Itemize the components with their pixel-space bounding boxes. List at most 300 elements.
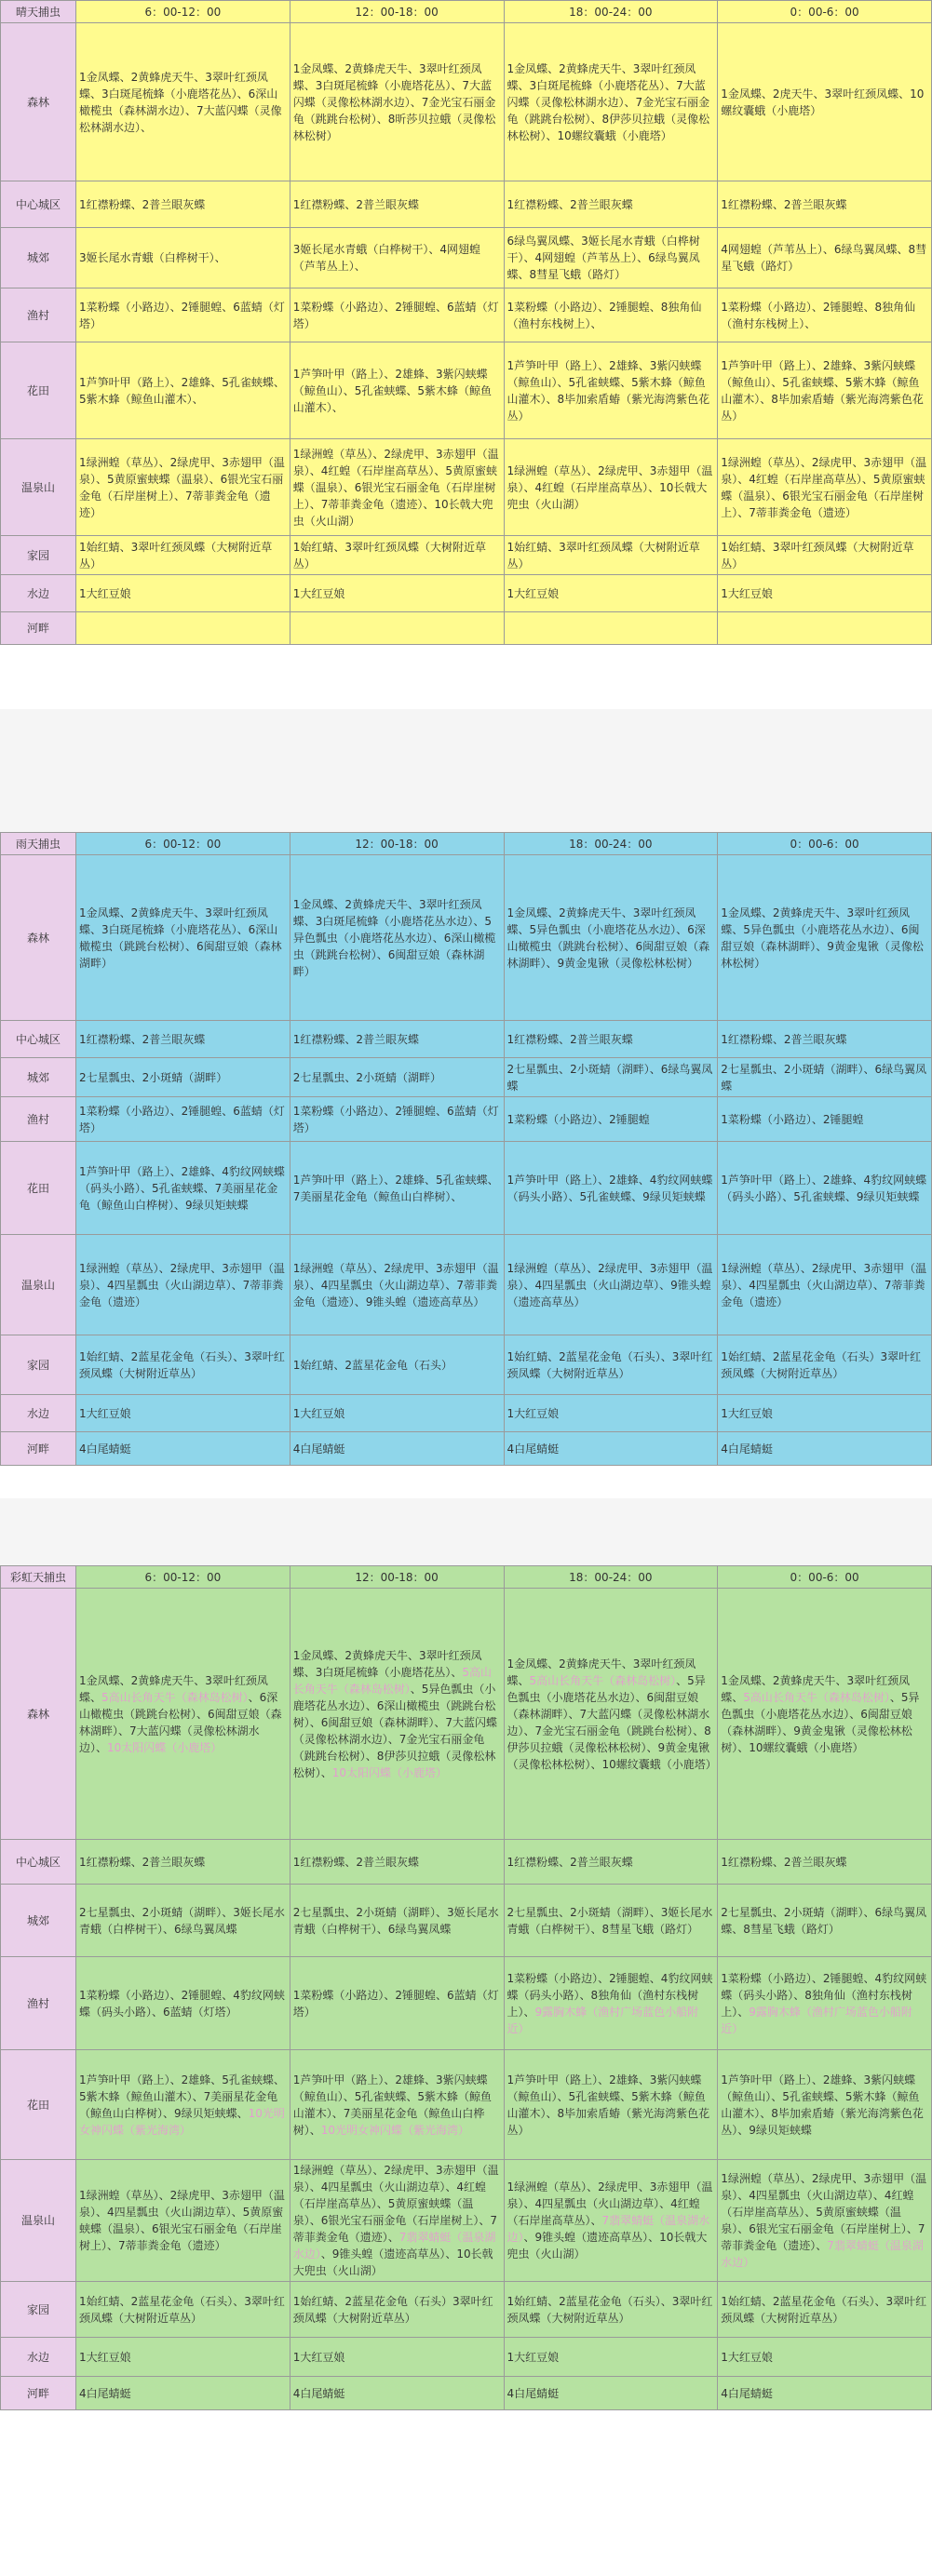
table-row xyxy=(1,288,932,342)
insect-cell xyxy=(504,181,718,228)
time-header: 0：00-6：00 xyxy=(718,833,932,855)
insect-text: 1绿洲蝗（草丛）、2绿虎甲、3赤翅甲（温泉）、4四星瓢虫（火山湖边草）、4红蝗（石岸崖高草丛）、5黄原蜜蛱蝶（温泉）、6银光宝石丽金龟（石岸崖树上）、7蒂菲粪金龟（遗迹）、 xyxy=(292,2164,499,2244)
insect-text: 1始红蜻、2蓝星花金龟（石头） xyxy=(292,1358,453,1372)
insect-text: 4白尾蜻蜓 xyxy=(721,2386,773,2400)
rainbow-only-insect: 5高山长角天牛（森林岛松树） xyxy=(101,1690,249,1704)
insect-text: 1芦笋叶甲（路上）、2雄蜂、5孔雀蛱蝶、5紫木蜂（鲸鱼山灌木）、7美丽星花金龟（鲸鱼山白桦树）、9绿贝矩蛱蝶、 xyxy=(79,2073,285,2120)
rainbow-only-insect: 5高山长角天牛（森林岛松树） xyxy=(529,1673,677,1687)
table-row xyxy=(1,1097,932,1142)
insect-text: 1绿洲蝗（草丛）、2绿虎甲、3赤翅甲（温泉）、4四星瓢虫（火山湖边草）、5黄原蜜蛱蝶（温泉）、6银光宝石丽金龟（石岸崖树上）、7蒂菲粪金龟（遗迹） xyxy=(79,2189,285,2252)
area-label: 水边 xyxy=(1,2338,76,2377)
area-label: 渔村 xyxy=(1,288,76,342)
table-row xyxy=(1,1395,932,1432)
insect-text: 1大红豆娘 xyxy=(292,1406,345,1420)
insect-cell xyxy=(76,536,290,575)
insect-text: 1始红蜻、2蓝星花金龟（石头）、3翠叶红颈凤蝶（大树附近草丛） xyxy=(79,1349,285,1380)
time-header: 0：00-6：00 xyxy=(718,1566,932,1589)
insect-cell xyxy=(504,228,718,288)
area-label: 城郊 xyxy=(1,228,76,288)
insect-text: 1芦笋叶甲（路上）、2雄蜂、3紫闪蛱蝶（鲸鱼山）、5孔雀蛱蝶、5紫木蜂（鲸鱼山灌木）、8毕加索盾蝽（紫光海湾紫色花丛）、9绿贝矩蛱蝶 xyxy=(721,2073,924,2137)
insect-cell xyxy=(290,612,504,645)
insect-cell xyxy=(290,2282,504,2338)
insect-text: 2七星瓢虫、2小斑蜻（湖畔）、3姬长尾水青蛾（白桦树干）、6绿鸟翼凤蝶 xyxy=(79,1905,285,1936)
rainbow-only-insect: 7翡翠蜻蜓（温泉湖水边） xyxy=(507,2214,710,2244)
insect-text: 1芦笋叶甲（路上）、2雄蜂、3紫闪蛱蝶（鲸鱼山）、5孔雀蛱蝶、5紫木蜂（鲸鱼山灌木）、8毕加索盾蝽（紫光海湾紫色花丛） xyxy=(721,358,924,423)
insect-text: 2七星瓢虫、2小斑蜻（湖畔） xyxy=(292,1070,442,1084)
area-label: 温泉山 xyxy=(1,1235,76,1335)
insect-cell xyxy=(718,2050,932,2160)
table-row xyxy=(1,1335,932,1395)
insect-text: 1芦笋叶甲（路上）、2雄蜂、4豹纹网蛱蝶（码头小路）、5孔雀蛱蝶、9绿贝矩蛱蝶 xyxy=(507,1173,713,1203)
insect-text: 1金凤蝶、2黄蜂虎天牛、3翠叶红颈凤蝶、3白斑尾梳蜂（小鹿塔花丛）、 xyxy=(292,1648,482,1679)
insect-text: 1金凤蝶、2黄蜂虎天牛、3翠叶红颈凤蝶、 xyxy=(79,1673,268,1704)
insect-cell xyxy=(718,1142,932,1235)
insect-cell xyxy=(718,228,932,288)
insect-text: 1绿洲蝗（草丛）、2绿虎甲、3赤翅甲（温泉）、4红蝗（石岸崖高草丛）、5黄原蜜蛱蝶（温泉）、6银光宝石丽金龟（石岸崖树上）、7蒂菲粪金龟（遗迹）、10长戟大兜虫（火山湖） xyxy=(292,447,499,528)
insect-cell xyxy=(504,575,718,612)
insect-cell xyxy=(504,855,718,1021)
rainbow-only-insect: 5高山长角天牛（森林岛松树） xyxy=(292,1665,493,1696)
insect-text: 1始红蜻、2蓝星花金龟（石头）、3翠叶红颈凤蝶（大树附近草丛） xyxy=(79,2294,285,2325)
insect-text: 1绿洲蝗（草丛）、2绿虎甲、3赤翅甲（温泉）、4四星瓢虫（火山湖边草）、4红蝗（石岸崖高草丛）、 xyxy=(507,2180,713,2227)
insect-cell xyxy=(504,2050,718,2160)
rainbow-only-insect: 10光明女神闪蝶（紫光海湾） xyxy=(320,2123,470,2137)
insect-cell xyxy=(290,1395,504,1432)
area-label: 河畔 xyxy=(1,2377,76,2410)
insect-text: 1菜粉蝶（小路边）、2锤腿蝗 xyxy=(721,1112,864,1126)
insect-cell xyxy=(76,1235,290,1335)
insect-cell xyxy=(76,2282,290,2338)
insect-text: 1始红蜻、2蓝星花金龟（石头）3翠叶红颈凤蝶（大树附近草丛） xyxy=(292,2294,493,2325)
area-label: 花田 xyxy=(1,342,76,439)
insect-text: 、9锥头蝗（遗迹高草丛）、10长戟大兜虫（火山湖） xyxy=(292,2247,493,2277)
insect-cell xyxy=(76,2338,290,2377)
table-row xyxy=(1,1957,932,2050)
area-label: 水边 xyxy=(1,1395,76,1432)
insect-cell xyxy=(290,1097,504,1142)
insect-text: 1大红豆娘 xyxy=(721,586,773,600)
area-label: 花田 xyxy=(1,2050,76,2160)
insect-cell xyxy=(290,1142,504,1235)
rainbow-only-insect: 10光明女神闪蝶（紫光海湾） xyxy=(79,2106,285,2137)
insect-text: 4白尾蜻蜓 xyxy=(79,2386,131,2400)
insect-text: 1菜粉蝶（小路边）、2锤腿蝗、6蓝蜻（灯塔） xyxy=(292,1104,499,1134)
insect-cell xyxy=(76,575,290,612)
insect-text: 、9锥头蝗（遗迹高草丛）、10长戟大兜虫（火山湖） xyxy=(507,2231,708,2261)
insect-text: 1金凤蝶、2虎天牛、3翠叶红颈凤蝶、10螺纹囊蛾（小鹿塔） xyxy=(721,87,925,117)
table-row xyxy=(1,575,932,612)
insect-text: 1菜粉蝶（小路边）、2锤腿蝗、4豹纹网蛱蝶（码头小路）、8独角仙（渔村东栈树上）、 xyxy=(721,1971,927,2019)
insect-text: 1芦笋叶甲（路上）、2雄蜂、3紫闪蛱蝶（鲸鱼山）、5孔雀蛱蝶、5紫木蜂（鲸鱼山灌木）、8毕加索盾蝽（紫光海湾紫色花丛） xyxy=(507,358,710,423)
table-row xyxy=(1,2160,932,2282)
insect-text: 1始红蜻、3翠叶红颈凤蝶（大树附近草丛） xyxy=(507,540,700,570)
rainbow-only-insect: 5高山长角天牛（森林岛松树） xyxy=(743,1690,890,1704)
insect-cell xyxy=(504,1097,718,1142)
insect-text: 1始红蜻、2蓝星花金龟（石头）、3翠叶红颈凤蝶（大树附近草丛） xyxy=(721,2294,927,2325)
insect-cell xyxy=(76,439,290,536)
insect-cell xyxy=(718,1589,932,1840)
insect-text: 1大红豆娘 xyxy=(292,586,345,600)
area-label: 家园 xyxy=(1,2282,76,2338)
rainy-table xyxy=(0,832,932,1466)
insect-text: 1菜粉蝶（小路边）、2锤腿蝗、6蓝蜻（灯塔） xyxy=(79,300,285,330)
insect-text: 1红襟粉蝶、2普兰眼灰蝶 xyxy=(507,1855,633,1869)
table-title: 晴天捕虫 xyxy=(1,1,76,23)
area-label: 森林 xyxy=(1,23,76,181)
insect-text: 1大红豆娘 xyxy=(507,2350,560,2364)
insect-cell xyxy=(718,2282,932,2338)
insect-cell xyxy=(718,1885,932,1957)
insect-cell xyxy=(290,1840,504,1885)
table-row xyxy=(1,1058,932,1097)
insect-cell xyxy=(504,1335,718,1395)
insect-text: 4白尾蜻蜓 xyxy=(79,1442,131,1456)
insect-text: 1菜粉蝶（小路边）、2锤腿蝗、6蓝蜻（灯塔） xyxy=(292,300,499,330)
insect-cell xyxy=(290,1957,504,2050)
insect-cell xyxy=(76,2377,290,2410)
insect-cell xyxy=(76,2050,290,2160)
insect-cell xyxy=(76,23,290,181)
insect-text: 1菜粉蝶（小路边）、2锤腿蝗 xyxy=(507,1112,650,1126)
area-label: 温泉山 xyxy=(1,2160,76,2282)
insect-text: 2七星瓢虫、2小斑蜻（湖畔） xyxy=(79,1070,228,1084)
insect-cell xyxy=(76,855,290,1021)
insect-cell xyxy=(76,1840,290,1885)
insect-text: 1金凤蝶、2黄蜂虎天牛、3翠叶红颈凤蝶、5异色瓢虫（小鹿塔花丛水边）、6闽甜豆娘（森林湖畔）、9黄金鬼锹（灵像松林松树） xyxy=(721,906,924,970)
insect-text: 2七星瓢虫、2小斑蜻（湖畔）、6绿鸟翼凤蝶 xyxy=(721,1062,927,1093)
insect-cell xyxy=(290,2050,504,2160)
insect-cell xyxy=(718,612,932,645)
insect-cell xyxy=(290,342,504,439)
insect-text: 1芦笋叶甲（路上）、2雄蜂、3紫闪蛱蝶（鲸鱼山）、5孔雀蛱蝶、5紫木蜂（鲸鱼山灌木）、 xyxy=(292,367,493,414)
insect-text: 1大红豆娘 xyxy=(79,2350,131,2364)
insect-cell xyxy=(718,1840,932,1885)
insect-cell xyxy=(290,536,504,575)
table-row xyxy=(1,228,932,288)
insect-text: 、5异色瓢虫（小鹿塔花丛水边）、6闽甜豆娘（森林湖畔）、7大蓝闪蝶（灵像松林湖水边）、7金光宝石丽金龟（跳跳台松树）、8伊莎贝拉蛾（灵像松林松树）、9黄金鬼锹（灵像松林松树）、10螺纹囊蛾（小鹿塔） xyxy=(507,1673,717,1771)
insect-text: 1红襟粉蝶、2普兰眼灰蝶 xyxy=(507,197,633,211)
insect-text: 4白尾蜻蜓 xyxy=(721,1442,773,1456)
insect-text: 1金凤蝶、2黄蜂虎天牛、3翠叶红颈凤蝶、3白斑尾梳蜂（小鹿塔花丛水边）、5异色瓢虫（小鹿塔花丛水边）、6深山橄榄虫（跳跳台松树）、6闽甜豆娘（森林湖畔） xyxy=(292,897,496,978)
insect-cell xyxy=(76,1335,290,1395)
insect-cell xyxy=(718,288,932,342)
area-label: 森林 xyxy=(1,1589,76,1840)
insect-cell xyxy=(504,1589,718,1840)
table-row xyxy=(1,1432,932,1466)
insect-text: 1芦笋叶甲（路上）、2雄蜂、3紫闪蛱蝶（鲸鱼山）、5孔雀蛱蝶、5紫木蜂（鲸鱼山灌木）、8毕加索盾蝽（紫光海湾紫色花丛） xyxy=(507,2073,710,2137)
insect-cell xyxy=(290,23,504,181)
insect-cell xyxy=(718,2160,932,2282)
insect-text: 1金凤蝶、2黄蜂虎天牛、3翠叶红颈凤蝶、3白斑尾梳蜂（小鹿塔花丛）、6深山橄榄虫（跳跳台松树）、6闽甜豆娘（森林湖畔） xyxy=(79,906,282,970)
insect-text: 3姬长尾水青蛾（白桦树干）、4网翅蝗（芦苇丛上）、 xyxy=(292,243,481,273)
insect-text: 1菜粉蝶（小路边）、2锤腿蝗、6蓝蜻（灯塔） xyxy=(292,1988,499,2019)
insect-cell xyxy=(290,1432,504,1466)
insect-text: 1红襟粉蝶、2普兰眼灰蝶 xyxy=(292,1032,420,1046)
insect-text: 1大红豆娘 xyxy=(721,1406,773,1420)
insect-cell xyxy=(718,1395,932,1432)
table-row xyxy=(1,181,932,228)
insect-cell xyxy=(504,2377,718,2410)
area-label: 温泉山 xyxy=(1,439,76,536)
insect-cell xyxy=(504,2338,718,2377)
rainbow-only-insect: 7翡翠蜻蜓（温泉湖水边） xyxy=(721,2239,924,2269)
insect-text: 1菜粉蝶（小路边）、2锤腿蝗、6蓝蜻（灯塔） xyxy=(79,1104,285,1134)
insect-text: 1金凤蝶、2黄蜂虎天牛、3翠叶红颈凤蝶、3白斑尾梳蜂（小鹿塔花丛）、7大蓝闪蝶（灵像松林湖水边）、7金光宝石丽金龟（跳跳台松树）、8伊莎贝拉蛾（灵像松林松树）、10螺纹囊蛾（小鹿塔） xyxy=(507,61,710,142)
insect-text: 4白尾蜻蜓 xyxy=(292,2386,345,2400)
insect-cell xyxy=(718,23,932,181)
insect-text: 1大红豆娘 xyxy=(507,586,560,600)
insect-cell xyxy=(290,439,504,536)
insect-cell xyxy=(504,439,718,536)
insect-cell xyxy=(76,342,290,439)
area-label: 森林 xyxy=(1,855,76,1021)
insect-cell xyxy=(718,342,932,439)
insect-cell xyxy=(290,2160,504,2282)
insect-cell xyxy=(504,1021,718,1058)
insect-cell xyxy=(718,2338,932,2377)
insect-text: 1绿洲蝗（草丛）、2绿虎甲、3赤翅甲（温泉）、5黄原蜜蛱蝶（温泉）、6银光宝石丽金龟（石岸崖树上）、7蒂菲粪金龟（遗迹） xyxy=(79,455,285,519)
insect-cell xyxy=(76,1058,290,1097)
insect-text: 1菜粉蝶（小路边）、2锤腿蝗、8独角仙（渔村东栈树上）、 xyxy=(721,300,916,330)
area-label: 中心城区 xyxy=(1,1840,76,1885)
insect-cell xyxy=(76,2160,290,2282)
area-label: 水边 xyxy=(1,575,76,612)
insect-text: 2七星瓢虫、2小斑蜻（湖畔）、3姬长尾水青蛾（白桦树干）、8彗星飞蛾（路灯） xyxy=(507,1905,713,1936)
insect-cell xyxy=(718,855,932,1021)
time-header: 12：00-18：00 xyxy=(290,1566,504,1589)
area-label: 家园 xyxy=(1,536,76,575)
insect-cell xyxy=(504,612,718,645)
insect-text: 1红襟粉蝶、2普兰眼灰蝶 xyxy=(721,1032,847,1046)
insect-text: 1红襟粉蝶、2普兰眼灰蝶 xyxy=(292,197,420,211)
insect-cell xyxy=(76,288,290,342)
insect-text: 、5异色瓢虫（小鹿塔花丛水边）、6闽甜豆娘（森林湖畔）、9黄金鬼锹（灵像松林松树）、10螺纹囊蛾（小鹿塔） xyxy=(721,1690,920,1754)
table-row xyxy=(1,2282,932,2338)
insect-cell xyxy=(504,342,718,439)
insect-cell xyxy=(76,1097,290,1142)
insect-text: 1红襟粉蝶、2普兰眼灰蝶 xyxy=(292,1855,420,1869)
time-header: 18：00-24：00 xyxy=(504,1,718,23)
table-row xyxy=(1,1142,932,1235)
table-row xyxy=(1,1589,932,1840)
insect-cell xyxy=(504,1142,718,1235)
insect-text: 1始红蜻、2蓝星花金龟（石头）、3翠叶红颈凤蝶（大树附近草丛） xyxy=(507,1349,713,1380)
time-header: 6：00-12：00 xyxy=(76,1566,290,1589)
rainbow-only-insect: 10太阳闪蝶（小鹿塔） xyxy=(107,1740,223,1754)
rainbow-table xyxy=(0,1565,932,2410)
insect-cell xyxy=(290,1885,504,1957)
insect-text: 1始红蜻、3翠叶红颈凤蝶（大树附近草丛） xyxy=(292,540,487,570)
area-label: 渔村 xyxy=(1,1957,76,2050)
insect-cell xyxy=(718,1097,932,1142)
insect-cell xyxy=(290,855,504,1021)
insect-cell xyxy=(290,1589,504,1840)
insect-text: 1金凤蝶、2黄蜂虎天牛、3翠叶红颈凤蝶、3白斑尾梳蜂（小鹿塔花丛）、7大蓝闪蝶（灵像松林湖水边）、7金光宝石丽金龟（跳跳台松树）、8昕莎贝拉蛾（灵像松林松树） xyxy=(292,61,496,142)
time-header: 18：00-24：00 xyxy=(504,1566,718,1589)
area-label: 城郊 xyxy=(1,1885,76,1957)
insect-text: 1大红豆娘 xyxy=(79,586,131,600)
rainbow-only-insect: 7翡翠蜻蜓（温泉湖水边） xyxy=(292,2231,496,2261)
insect-cell xyxy=(718,439,932,536)
insect-cell xyxy=(718,1335,932,1395)
insect-text: 4白尾蜻蜓 xyxy=(507,1442,560,1456)
insect-cell xyxy=(290,1058,504,1097)
insect-text: 3姬长尾水青蛾（白桦树干）、 xyxy=(79,251,226,264)
insect-cell xyxy=(504,1058,718,1097)
insect-text: 2七星瓢虫、2小斑蜻（湖畔）、6绿鸟翼凤蝶 xyxy=(507,1062,713,1093)
insect-text: 1大红豆娘 xyxy=(292,2350,345,2364)
insect-cell xyxy=(76,1021,290,1058)
insect-cell xyxy=(290,1021,504,1058)
insect-text: 1红襟粉蝶、2普兰眼灰蝶 xyxy=(79,1855,206,1869)
insect-cell xyxy=(290,1235,504,1335)
insect-cell xyxy=(504,1840,718,1885)
area-label: 河畔 xyxy=(1,612,76,645)
insect-cell xyxy=(290,288,504,342)
insect-text: 1芦笋叶甲（路上）、2雄蜂、4豹纹网蛱蝶（码头小路）、5孔雀蛱蝶、9绿贝矩蛱蝶 xyxy=(721,1173,927,1203)
rainbow-only-insect: 9露胸木蜂（渔村广场蓝色小船附近） xyxy=(721,2005,912,2035)
insect-cell xyxy=(504,1235,718,1335)
insect-cell xyxy=(718,575,932,612)
table-row xyxy=(1,1235,932,1335)
insect-text: 1大红豆娘 xyxy=(79,1406,131,1420)
insect-cell xyxy=(718,536,932,575)
insect-cell xyxy=(718,2377,932,2410)
insect-text: 1红襟粉蝶、2普兰眼灰蝶 xyxy=(507,1032,633,1046)
insect-text: 1金凤蝶、2黄蜂虎天牛、3翠叶红颈凤蝶、 xyxy=(721,1673,911,1704)
area-label: 河畔 xyxy=(1,1432,76,1466)
insect-text: 1绿洲蝗（草丛）、2绿虎甲、3赤翅甲（温泉）、4四星瓢虫（火山湖边草）、4红蝗（石岸崖高草丛）、5黄原蜜蛱蝶（温泉）、6银光宝石丽金龟（石岸崖树上）、7蒂菲粪金龟（遗迹）、 xyxy=(721,2172,927,2252)
insect-text: 、5异色瓢虫（小鹿塔花丛水边）、6深山橄榄虫（跳跳台松树）、6闽甜豆娘（森林湖畔）、7大蓝闪蝶（灵像松林湖水边）、7金光宝石丽金龟（跳跳台松树）、8伊莎贝拉蛾（灵像松林松树）、 xyxy=(292,1682,498,1779)
insect-cell xyxy=(290,2377,504,2410)
insect-text: 1芦笋叶甲（路上）、2雄蜂、3紫闪蛱蝶（鲸鱼山）、5孔雀蛱蝶、5紫木蜂（鲸鱼山灌木）、7美丽星花金龟（鲸鱼山白桦树）、 xyxy=(292,2073,493,2137)
sunny-table xyxy=(0,0,932,645)
insect-cell xyxy=(718,1058,932,1097)
insect-text: 1红襟粉蝶、2普兰眼灰蝶 xyxy=(79,1032,206,1046)
time-header: 12：00-18：00 xyxy=(290,833,504,855)
insect-cell xyxy=(504,1432,718,1466)
insect-cell xyxy=(718,1957,932,2050)
insect-text: 2七星瓢虫、2小斑蜻（湖畔）、6绿鸟翼凤蝶、8彗星飞蛾（路灯） xyxy=(721,1905,927,1936)
section-gap xyxy=(0,1498,932,1565)
insect-cell xyxy=(76,1957,290,2050)
insect-text: 1绿洲蝗（草丛）、2绿虎甲、3赤翅甲（温泉）、4红蝗（石岸崖高草丛）、10长戟大兜虫（火山湖） xyxy=(507,463,713,511)
insect-cell xyxy=(718,1432,932,1466)
insect-cell xyxy=(504,536,718,575)
insect-text: 1芦笋叶甲（路上）、2雄蜂、5孔雀蛱蝶、7美丽星花金龟（鲸鱼山白桦树）、 xyxy=(292,1173,499,1203)
insect-text: 1始红蜻、3翠叶红颈凤蝶（大树附近草丛） xyxy=(721,540,914,570)
insect-text: 6绿鸟翼凤蝶、3姬长尾水青蛾（白桦树干）、4网翅蝗（芦苇丛上）、6绿鸟翼凤蝶、8彗星飞蛾（路灯） xyxy=(507,235,700,281)
time-header: 12：00-18：00 xyxy=(290,1,504,23)
insect-text: 1绿洲蝗（草丛）、2绿虎甲、3赤翅甲（温泉）、4红蝗（石岸崖高草丛）、5黄原蜜蛱蝶（温泉）、6银光宝石丽金龟（石岸崖树上）、7蒂菲粪金龟（遗迹） xyxy=(721,455,927,519)
insect-text: 1始红蜻、3翠叶红颈凤蝶（大树附近草丛） xyxy=(79,540,273,570)
insect-cell xyxy=(504,1885,718,1957)
insect-cell xyxy=(504,1957,718,2050)
table-row xyxy=(1,23,932,181)
insect-text: 4白尾蜻蜓 xyxy=(507,2386,560,2400)
time-header: 6：00-12：00 xyxy=(76,833,290,855)
insect-cell xyxy=(718,1235,932,1335)
insect-cell xyxy=(504,2160,718,2282)
insect-text: 、6深山橄榄虫（跳跳台松树）、6闽甜豆娘（森林湖畔）、7大蓝闪蝶（灵像松林湖水边）、 xyxy=(79,1690,282,1754)
insect-text: 4网翅蝗（芦苇丛上）、6绿鸟翼凤蝶、8彗星飞蛾（路灯） xyxy=(721,243,927,273)
insect-cell xyxy=(76,228,290,288)
time-header: 6：00-12：00 xyxy=(76,1,290,23)
section-gap xyxy=(0,709,932,832)
table-row xyxy=(1,536,932,575)
insect-cell xyxy=(76,612,290,645)
area-label: 中心城区 xyxy=(1,181,76,228)
table-title: 彩虹天捕虫 xyxy=(1,1566,76,1589)
area-label: 城郊 xyxy=(1,1058,76,1097)
insect-text: 1始红蜻、2蓝星花金龟（石头）、3翠叶红颈凤蝶（大树附近草丛） xyxy=(507,2294,713,2325)
insect-cell xyxy=(290,228,504,288)
insect-text: 1红襟粉蝶、2普兰眼灰蝶 xyxy=(721,1855,847,1869)
table-title: 雨天捕虫 xyxy=(1,833,76,855)
insect-cell xyxy=(290,1335,504,1395)
table-row xyxy=(1,612,932,645)
insect-text: 1绿洲蝗（草丛）、2绿虎甲、3赤翅甲（温泉）、4四星瓢虫（火山湖边草）、7蒂菲粪金龟（遗迹） xyxy=(721,1261,927,1308)
area-label: 中心城区 xyxy=(1,1021,76,1058)
table-row xyxy=(1,1885,932,1957)
area-label: 花田 xyxy=(1,1142,76,1235)
table-row xyxy=(1,1021,932,1058)
rainbow-only-insect: 10太阳闪蝶（小鹿塔） xyxy=(331,1765,448,1779)
insect-text: 1芦笋叶甲（路上）、2雄蜂、5孔雀蛱蝶、5紫木蜂（鲸鱼山灌木）、 xyxy=(79,375,285,406)
table-row xyxy=(1,2377,932,2410)
time-header: 18：00-24：00 xyxy=(504,833,718,855)
insect-cell xyxy=(76,1885,290,1957)
insect-cell xyxy=(76,1395,290,1432)
insect-cell xyxy=(504,288,718,342)
insect-cell xyxy=(718,181,932,228)
time-header: 0：00-6：00 xyxy=(718,1,932,23)
table-row xyxy=(1,342,932,439)
insect-text: 1红襟粉蝶、2普兰眼灰蝶 xyxy=(79,197,206,211)
insect-text: 1芦笋叶甲（路上）、2雄蜂、4豹纹网蛱蝶（码头小路）、5孔雀蛱蝶、7美丽星花金龟（鲸鱼山白桦树）、9绿贝矩蛱蝶 xyxy=(79,1164,285,1212)
insect-text: 1绿洲蝗（草丛）、2绿虎甲、3赤翅甲（温泉）、4四星瓢虫（火山湖边草）、7蒂菲粪金龟（遗迹） xyxy=(79,1261,285,1308)
insect-text: 1金凤蝶、2黄蜂虎天牛、3翠叶红颈凤蝶、5异色瓢虫（小鹿塔花丛水边）、6深山橄榄虫（跳跳台松树）、6闽甜豆娘（森林湖畔）、9黄金鬼锹（灵像松林松树） xyxy=(507,906,710,970)
area-label: 渔村 xyxy=(1,1097,76,1142)
insect-cell xyxy=(76,181,290,228)
table-row xyxy=(1,855,932,1021)
insect-cell xyxy=(718,1021,932,1058)
insect-text: 1大红豆娘 xyxy=(507,1406,560,1420)
insect-cell xyxy=(76,1142,290,1235)
insect-text: 2七星瓢虫、2小斑蜻（湖畔）、3姬长尾水青蛾（白桦树干）、6绿鸟翼凤蝶 xyxy=(292,1905,499,1936)
insect-text: 1始红蜻、2蓝星花金龟（石头）3翠叶红颈凤蝶（大树附近草丛） xyxy=(721,1349,922,1380)
insect-cell xyxy=(290,181,504,228)
area-label: 家园 xyxy=(1,1335,76,1395)
rainbow-only-insect: 9露胸木蜂（渔村广场蓝色小船附近） xyxy=(507,2005,699,2035)
insect-cell xyxy=(504,1395,718,1432)
table-row xyxy=(1,1840,932,1885)
table-row xyxy=(1,439,932,536)
insect-text: 1金凤蝶、2黄蜂虎天牛、3翠叶红颈凤蝶、3白斑尾梳蜂（小鹿塔花丛）、6深山橄榄虫（森林湖水边）、7大蓝闪蝶（灵像松林湖水边）、 xyxy=(79,70,282,134)
insect-cell xyxy=(76,1589,290,1840)
insect-text: 1绿洲蝗（草丛）、2绿虎甲、3赤翅甲（温泉）、4四星瓢虫（火山湖边草）、9锥头蝗（遗迹高草丛） xyxy=(507,1261,713,1308)
insect-cell xyxy=(290,575,504,612)
insect-cell xyxy=(504,2282,718,2338)
table-row xyxy=(1,2338,932,2377)
insect-text: 1菜粉蝶（小路边）、2锤腿蝗、4豹纹网蛱蝶（码头小路）、8独角仙（渔村东栈树上）、 xyxy=(507,1971,713,2019)
insect-cell xyxy=(290,2338,504,2377)
insect-text: 1金凤蝶、2黄蜂虎天牛、3翠叶红颈凤蝶、 xyxy=(507,1657,696,1687)
table-row xyxy=(1,2050,932,2160)
insect-text: 4白尾蜻蜓 xyxy=(292,1442,345,1456)
insect-text: 1红襟粉蝶、2普兰眼灰蝶 xyxy=(721,197,847,211)
insect-cell xyxy=(504,23,718,181)
